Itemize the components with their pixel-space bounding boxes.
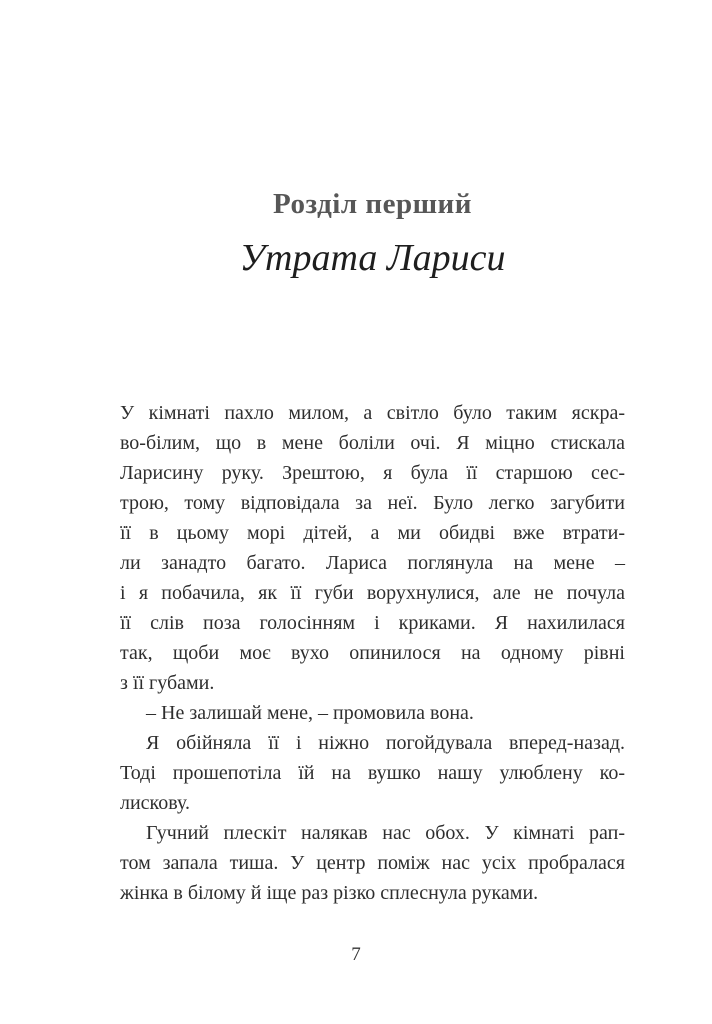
chapter-label: Розділ перший: [273, 188, 472, 220]
paragraph: [120, 818, 625, 908]
text-line: її в цьому морі дітей, а ми обидві вже втрати-: [120, 522, 625, 544]
text-line: і я побачила, як її губи ворухнулися, але не почула: [120, 582, 625, 604]
text-line: її слів поза голосінням і криками. Я нахилилася: [120, 612, 625, 634]
text-line: Тоді прошепотіла їй на вушко нашу улюблену ко-: [120, 762, 625, 784]
paragraph: [120, 698, 625, 728]
text-line: У кімнаті пахло милом, а світло було таким яскра-: [120, 402, 625, 424]
text-line: жінка в білому й іще раз різко сплеснула руками.: [120, 882, 539, 904]
paragraph: [120, 728, 625, 818]
text-line: з її губами.: [120, 672, 215, 694]
text-line: Ларисину руку. Зрештою, я була її старшою сес-: [120, 462, 625, 484]
page-number: 7: [351, 944, 361, 965]
paragraph: [120, 398, 625, 698]
text-line: ли занадто багато. Лариса поглянула на мене –: [120, 552, 625, 574]
text-line: том запала тиша. У центр поміж нас усіх пробралася: [120, 852, 625, 874]
text-line: – Не залишай мене, – промовила вона.: [146, 702, 474, 724]
text-line: во-білим, що в мене боліли очі. Я міцно стискала: [120, 432, 625, 454]
text-line: лискову.: [120, 792, 191, 814]
text-line: трою, тому відповідала за неї. Було легко загубити: [120, 492, 625, 514]
text-line: Я обійняла її і ніжно погойдувала вперед-назад.: [146, 732, 625, 754]
body-text: [120, 398, 625, 908]
text-line: так, щоби моє вухо опинилося на одному рівні: [120, 642, 625, 664]
text-line: Гучний плескіт налякав нас обох. У кімнаті рап-: [146, 822, 625, 844]
chapter-title: Утрата Лариси: [239, 237, 506, 279]
